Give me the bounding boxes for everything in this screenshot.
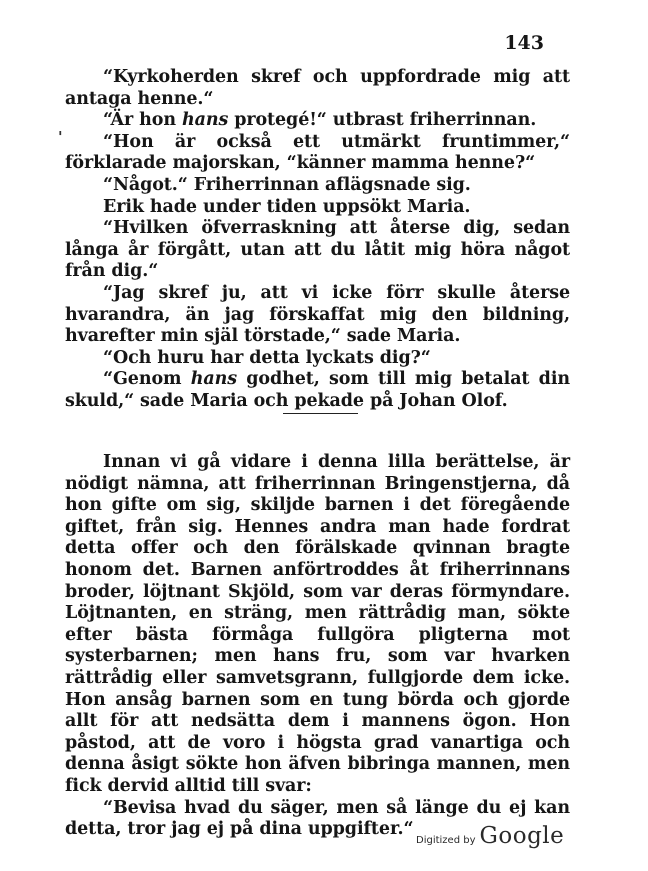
paragraph — [65, 110, 570, 132]
paragraph: “Hon är också ett utmärkt fruntimmer,“ förklarade majorskan, “känner mamma henne?“ — [65, 131, 570, 174]
page-number: 143 — [504, 32, 544, 54]
paragraph: Erik hade under tiden uppsökt Maria. — [103, 196, 471, 217]
text-block-top — [65, 67, 570, 413]
google-logo: Google — [479, 823, 565, 849]
paragraph: “Jag skref ju, att vi icke förr skulle återse hvarandra, än jag förskaffat mig den bildning, hvarefter min själ törstade,“ sade Maria. — [65, 282, 570, 347]
paragraph-text: “Genom — [103, 369, 191, 390]
paragraph: “Och huru har detta lyckats dig?“ — [103, 347, 431, 368]
paragraph: “Bevisa hvad du säger, men så länge du ej kan detta, tror jag ej på dina uppgifter.“ — [65, 797, 570, 840]
digitized-by-label: Digitized by — [416, 835, 476, 846]
paragraph: Innan vi gå vidare i denna lilla berättelse, är nödigt nämna, att friherrinnan Bringenstjerna, då hon gifte om sig, skiljde barnen i det föregående giftet, från sig. Hennes andra man hade fordrat detta offer och den förälskade qvinnan bragte honom det. Barnen anförtroddes åt friherrinnans broder, löjtnant Skjöld, som var deras förmyndare. Löjtnanten, en sträng, men rättrådig man, sökte efter bästa förmåga fullgöra pligterna mot systerbarnen; men hans fru, som var hvarken rättrådig eller samvetsgrann, fullgjorde dem icke. Hon ansåg barnen som en tung börda och gjorde allt för att nedsätta dem i mannens ögon. Hon påstod, att de voro i högsta grad vanartiga och denna åsigt sökte hon äfven bibringa mannen, men fick dervid alltid till svar: — [65, 452, 570, 796]
section-divider — [283, 413, 358, 414]
paragraph-text: “Är hon — [103, 110, 182, 131]
paragraph-text: godhet, som till mig betalat din skuld,“ sade Maria och pekade på Johan Olof. — [65, 369, 570, 411]
paragraph: “Något.“ Friherrinnan aflägsnade sig. — [103, 174, 471, 195]
paragraph — [65, 369, 570, 412]
emphasized-word: hans — [181, 110, 229, 131]
text-block-bottom — [65, 452, 570, 841]
paragraph: “Kyrkoherden skref och uppfordrade mig att antaga henne.“ — [65, 67, 570, 109]
digitized-by-watermark — [416, 823, 564, 849]
emphasized-word: hans — [190, 369, 237, 390]
margin-mark: ' — [58, 128, 63, 146]
paragraph: “Hvilken öfverraskning att återse dig, sedan långa år förgått, utan att du låtit mig höra något från dig.“ — [65, 218, 570, 282]
paragraph-text: protegé!“ utbrast friherrinnan. — [228, 110, 537, 131]
